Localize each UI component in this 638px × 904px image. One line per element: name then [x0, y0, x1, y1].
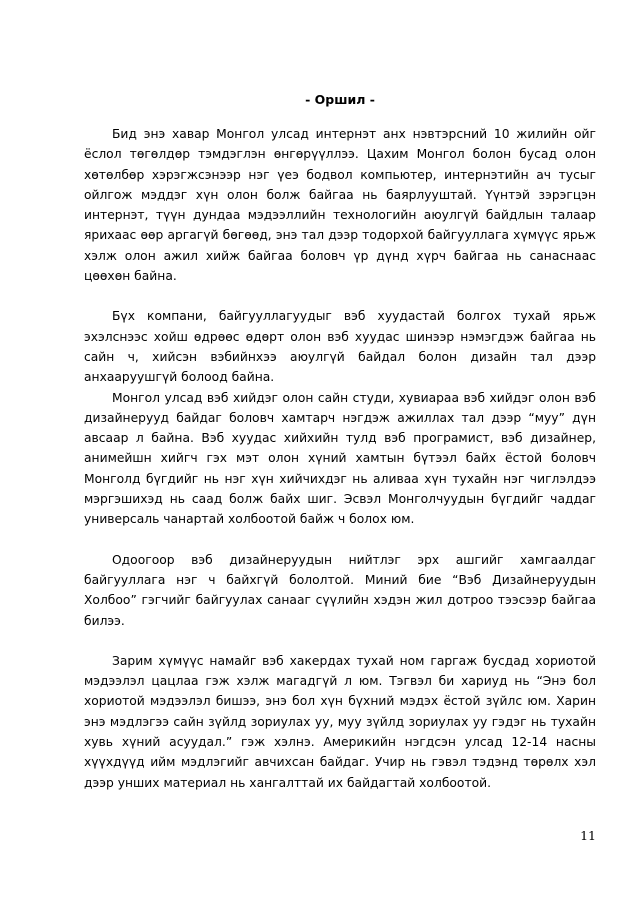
body-text — [84, 124, 596, 793]
page-title: - Оршил - — [305, 92, 375, 107]
paragraph-web-studios: Монгол улсад вэб хийдэг олон сайн студи, хувиараа вэб хийдэг олон вэб дизайнерууд байдаг боловч хамтарч нэгдэж ажиллах тал дээр “муу” дүн авсаар л байна. Вэб хуудас хийхийн тулд вэб програмист, вэб дизайнер, анимейшн хийгч гэх мэт олон хүний хамтын бүтээл байх ёстой боловч Монголд бүгдийг нь нэг хүн хийчихдэг нь аливаа хүн тухайн нэг чиглэлдээ мэргэшихэд нь саад болж байх шиг. Эсвэл Монголчуудын бүгдийг чаддаг универсаль чанартай холбоотой байж ч болох юм. — [84, 390, 596, 527]
paragraph-hacking-book: Зарим хүмүүс намайг вэб хакердах тухай ном гаргаж бусдад хориотой мэдээлэл цацлаа гэж хэлж магадгүй л юм. Тэгвэл би хариуд нь “Энэ бол хориотой мэдээлэл бишээ, энэ бол хүн бүхний мэдэх ёстой зүйлс юм. Харин энэ мэдлэгээ сайн зүйлд зориулах уу, муу зүйлд зориулах уу гэдэг нь тухайн хувь хүний асуудал.” гэж хэлнэ. Америкийн нэгдсэн улсад 12-14 насны хүүхдүүд ийм мэдлэгийг авчихсан байдаг. Учир нь гэвэл тэдэнд төрөлх хэл дээр унших материал нь хангалттай их байдагтай холбоотой. — [84, 653, 596, 790]
page-number: 11 — [580, 828, 596, 843]
paragraph-web-pages: Бүх компани, байгууллагуудыг вэб хуудастай болгох тухай ярьж эхэлснээс хойш өдрөөс өдөрт олон вэб хуудас шинээр нэмэгдэж байгаа нь сайн ч, хийсэн вэбийнхээ аюулгүй байдал болон дизайн тал дээр анхааруушгүй болоод байна. — [84, 309, 596, 385]
paragraph-intro-anniversary: Бид энэ хавар Монгол улсад интернэт анх нэвтэрсний 10 жилийн ойг ёслол төгөлдөр тэмдэглэн өнгөрүүллээ. Цахим Монгол болон бусад олон хөтөлбөр хэрэгжсэнээр нэг үеэ бодвол компьютер, интернэтийн ач тусыг ойлгож мэддэг хүн олон болж байгаа нь баярлууштай. Үүнтэй зэрэгцэн интернэт, түүн дундаа мэдээллийн технологийн аюулгүй байдлын талаар ярихаас өөр аргагүй бөгөөд, энэ тал дээр тодорхой байгууллага хүмүүс ярьж хэлж олон ажил хийж байгаа боловч үр дүнд хүрч байгаа нь санаснаас цөөхөн байна. — [84, 127, 596, 284]
paragraph-designers-union: Одоогоор вэб дизайнеруудын нийтлэг эрх ашгийг хамгаалдаг байгууллага нэг ч байхгүй бололтой. Миний бие “Вэб Дизайнеруудын Холбоо” гэгчийг байгуулах санааг сүүлийн хэдэн жил дотроо тээсээр байгаа билээ. — [84, 552, 596, 628]
